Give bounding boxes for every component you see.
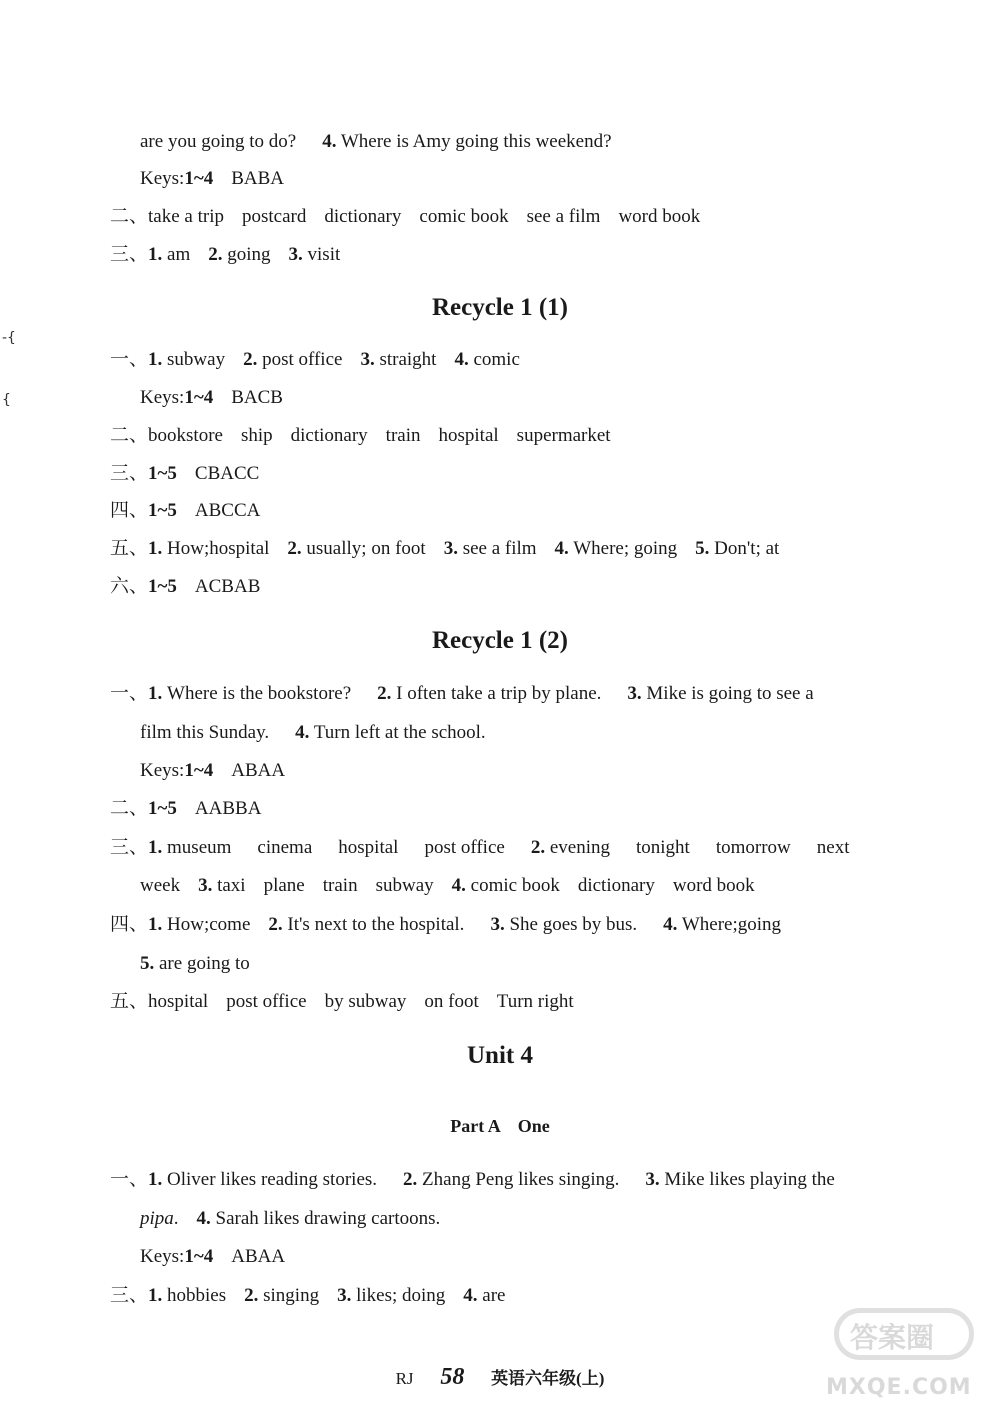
section-3-line: 三、1~5 CBACC — [110, 463, 260, 484]
margin-mark: -{ — [2, 330, 16, 346]
section-1-line: 一、1. Oliver likes reading stories. 2. Zhang Peng likes singing. 3. Mike likes playing the — [110, 1169, 835, 1190]
section-1-line: 一、1. subway 2. post office 3. straight 4. comic — [110, 349, 520, 370]
keys-line: Keys:1~4 BACB — [140, 387, 283, 408]
keys-line: Keys:1~4 ABAA — [140, 760, 286, 781]
section-2-line: 二、bookstore ship dictionary train hospital supermarket — [110, 425, 611, 446]
section-1-line: 一、1. Where is the bookstore? 2. I often take a trip by plane. 3. Mike is going to see a — [110, 683, 814, 704]
margin-mark: { — [2, 392, 11, 408]
page-number: 58 — [440, 1364, 465, 1390]
unit-title: Unit 4 — [467, 1042, 533, 1069]
watermark-glyphs: 答案圈 — [850, 1321, 935, 1354]
section-title: Recycle 1 (1) — [431, 294, 569, 321]
watermark-logo — [826, 1308, 986, 1400]
section-4-line: 四、1. How;come 2. It's next to the hospital. 3. She goes by bus. 4. Where;going — [110, 914, 782, 935]
part-subtitle: Part A One — [450, 1116, 550, 1136]
section-4-line-cont: 5. are going to — [140, 953, 250, 974]
section-5-line: 五、hospital post office by subway on foot Turn right — [110, 991, 574, 1012]
section-1-line-cont: film this Sunday. 4. Turn left at the school. — [140, 722, 486, 743]
section-2-line: 二、1~5 AABBA — [110, 798, 262, 819]
book-title: 英语六年级(上) — [491, 1369, 605, 1388]
section-title: Recycle 1 (2) — [431, 627, 569, 654]
watermark-text: MXQE.COM — [826, 1375, 972, 1400]
section-3-line: 三、1. museum cinema hospital post office 2. evening tonight tomorrow next — [110, 837, 850, 858]
keys-line: Keys:1~4 ABAA — [140, 1246, 286, 1267]
keys-line: Keys:1~4 BABA — [140, 168, 285, 189]
section-6-line: 六、1~5 ACBAB — [110, 576, 261, 597]
section-3-line-cont: week 3. taxi plane train subway 4. comic book dictionary word book — [140, 875, 755, 896]
section-1-line-cont: pipa. 4. Sarah likes drawing cartoons. — [140, 1208, 441, 1229]
section-2-line: 二、take a trip postcard dictionary comic book see a film word book — [110, 206, 701, 227]
section-5-line: 五、1. How;hospital 2. usually; on foot 3. see a film 4. Where; going 5. Don't; at — [110, 538, 780, 559]
answer-line: are you going to do? 4. Where is Amy going this weekend? — [140, 131, 612, 152]
section-3-line: 三、1. am 2. going 3. visit — [110, 244, 341, 265]
section-3-line: 三、1. hobbies 2. singing 3. likes; doing 4. are — [110, 1285, 506, 1306]
edition-label: RJ — [395, 1369, 414, 1388]
section-4-line: 四、1~5 ABCCA — [110, 500, 261, 521]
